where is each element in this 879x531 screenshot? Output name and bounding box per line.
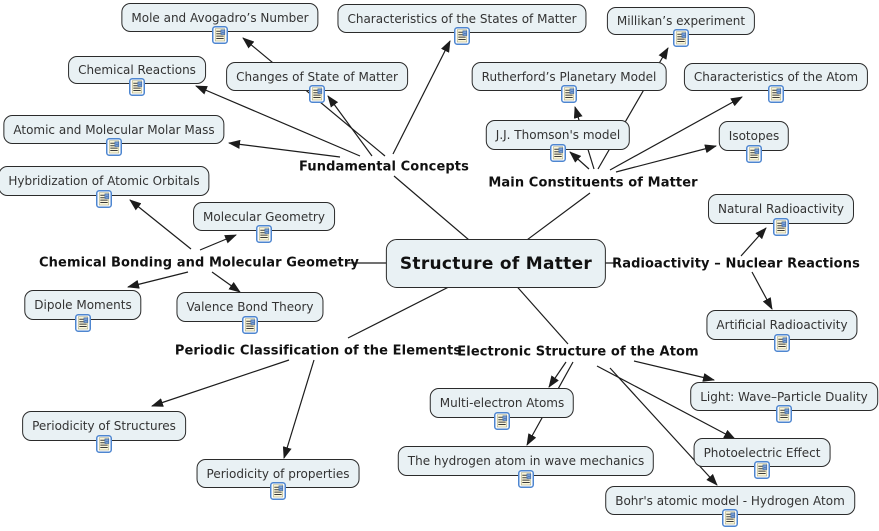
- concept-label: Bohr's atomic model - Hydrogen Atom: [615, 493, 845, 508]
- concept-node-structure-of-matter[interactable]: [386, 239, 606, 288]
- branch-label-text: Chemical Bonding and Molecular Geometry: [39, 255, 359, 271]
- branch-label-fundamental-concepts[interactable]: [299, 160, 469, 175]
- concept-label: Molecular Geometry: [203, 209, 325, 224]
- concept-label: Structure of Matter: [399, 253, 593, 274]
- branch-label-electronic-structure[interactable]: [457, 345, 698, 360]
- resource-icon[interactable]: [96, 190, 112, 208]
- edge-arrow: [741, 228, 766, 256]
- resource-icon[interactable]: [494, 412, 510, 430]
- edge-arrow: [752, 272, 772, 309]
- resource-icon[interactable]: [550, 144, 566, 162]
- resource-icon[interactable]: [773, 218, 789, 236]
- resource-icon[interactable]: [768, 85, 784, 103]
- concept-label: Valence Bond Theory: [186, 300, 314, 314]
- concept-label: Atomic and Molecular Molar Mass: [13, 122, 215, 137]
- concept-label: Chemical Reactions: [78, 63, 196, 77]
- resource-icon[interactable]: [561, 85, 577, 103]
- edge-arrow: [200, 235, 236, 250]
- resource-icon[interactable]: [106, 138, 122, 156]
- concept-label: Natural Radioactivity: [717, 202, 845, 216]
- resource-icon[interactable]: [518, 470, 534, 488]
- resource-icon[interactable]: [776, 405, 792, 423]
- resource-icon[interactable]: [96, 435, 112, 453]
- concept-label: Artificial Radioactivity: [716, 318, 848, 332]
- concept-label: Periodicity of properties: [206, 466, 350, 481]
- concept-label: Mole and Avogadro’s Number: [131, 10, 309, 25]
- edge-arrow: [229, 143, 340, 157]
- edge-arrow: [212, 272, 240, 292]
- resource-icon[interactable]: [309, 85, 325, 103]
- concept-label: Photoelectric Effect: [703, 445, 821, 460]
- branch-label-radioactivity[interactable]: [612, 257, 860, 272]
- concept-label: Isotopes: [728, 129, 780, 143]
- resource-icon[interactable]: [256, 225, 272, 243]
- branch-label-main-constituents[interactable]: [488, 176, 697, 191]
- branch-label-text: Periodic Classification of the Elements: [174, 343, 462, 359]
- edge-arrow: [570, 152, 589, 169]
- edge-arrow: [130, 200, 191, 249]
- concept-label: Multi-electron Atoms: [439, 396, 565, 410]
- concept-label: Hybridization of Atomic Orbitals: [8, 174, 200, 188]
- concept-label: Dipole Moments: [34, 298, 132, 312]
- resource-icon[interactable]: [722, 509, 738, 527]
- concept-label: Changes of State of Matter: [236, 69, 398, 84]
- resource-icon[interactable]: [75, 314, 91, 332]
- concept-label: J.J. Thomson's model: [495, 128, 621, 142]
- edge-arrow: [128, 272, 188, 287]
- resource-icon[interactable]: [754, 461, 770, 479]
- concept-label: Characteristics of the States of Matter: [347, 11, 577, 26]
- concept-label: Light: Wave–Particle Duality: [700, 389, 868, 404]
- concept-label: Periodicity of Structures: [32, 419, 176, 433]
- resource-icon[interactable]: [270, 482, 286, 500]
- edge-arrow: [549, 362, 566, 387]
- concept-label: Millikan’s experiment: [616, 14, 746, 28]
- resource-icon[interactable]: [746, 145, 762, 163]
- branch-label-chemical-bonding[interactable]: [39, 256, 359, 271]
- edge-arrow: [634, 361, 714, 380]
- resource-icon[interactable]: [774, 334, 790, 352]
- resource-icon[interactable]: [673, 29, 689, 47]
- edge-arrow: [284, 360, 314, 458]
- resource-icon[interactable]: [242, 316, 258, 334]
- branch-label-text: Fundamental Concepts: [299, 159, 469, 175]
- resource-icon[interactable]: [454, 27, 470, 45]
- edge-arrow: [328, 96, 372, 156]
- branch-label-text: Radioactivity – Nuclear Reactions: [612, 256, 860, 272]
- branch-label-periodic-classification[interactable]: [175, 344, 461, 359]
- branch-label-text: Electronic Structure of the Atom: [457, 344, 699, 360]
- edge-arrow: [152, 360, 289, 406]
- branch-label-text: Main Constituents of Matter: [488, 175, 698, 191]
- resource-icon[interactable]: [212, 26, 228, 44]
- concept-label: Rutherford’s Planetary Model: [481, 69, 657, 84]
- concept-label: The hydrogen atom in wave mechanics: [407, 454, 645, 468]
- concept-label: Characteristics of the Atom: [693, 70, 859, 84]
- edge-arrow: [393, 41, 450, 154]
- resource-icon[interactable]: [129, 78, 145, 96]
